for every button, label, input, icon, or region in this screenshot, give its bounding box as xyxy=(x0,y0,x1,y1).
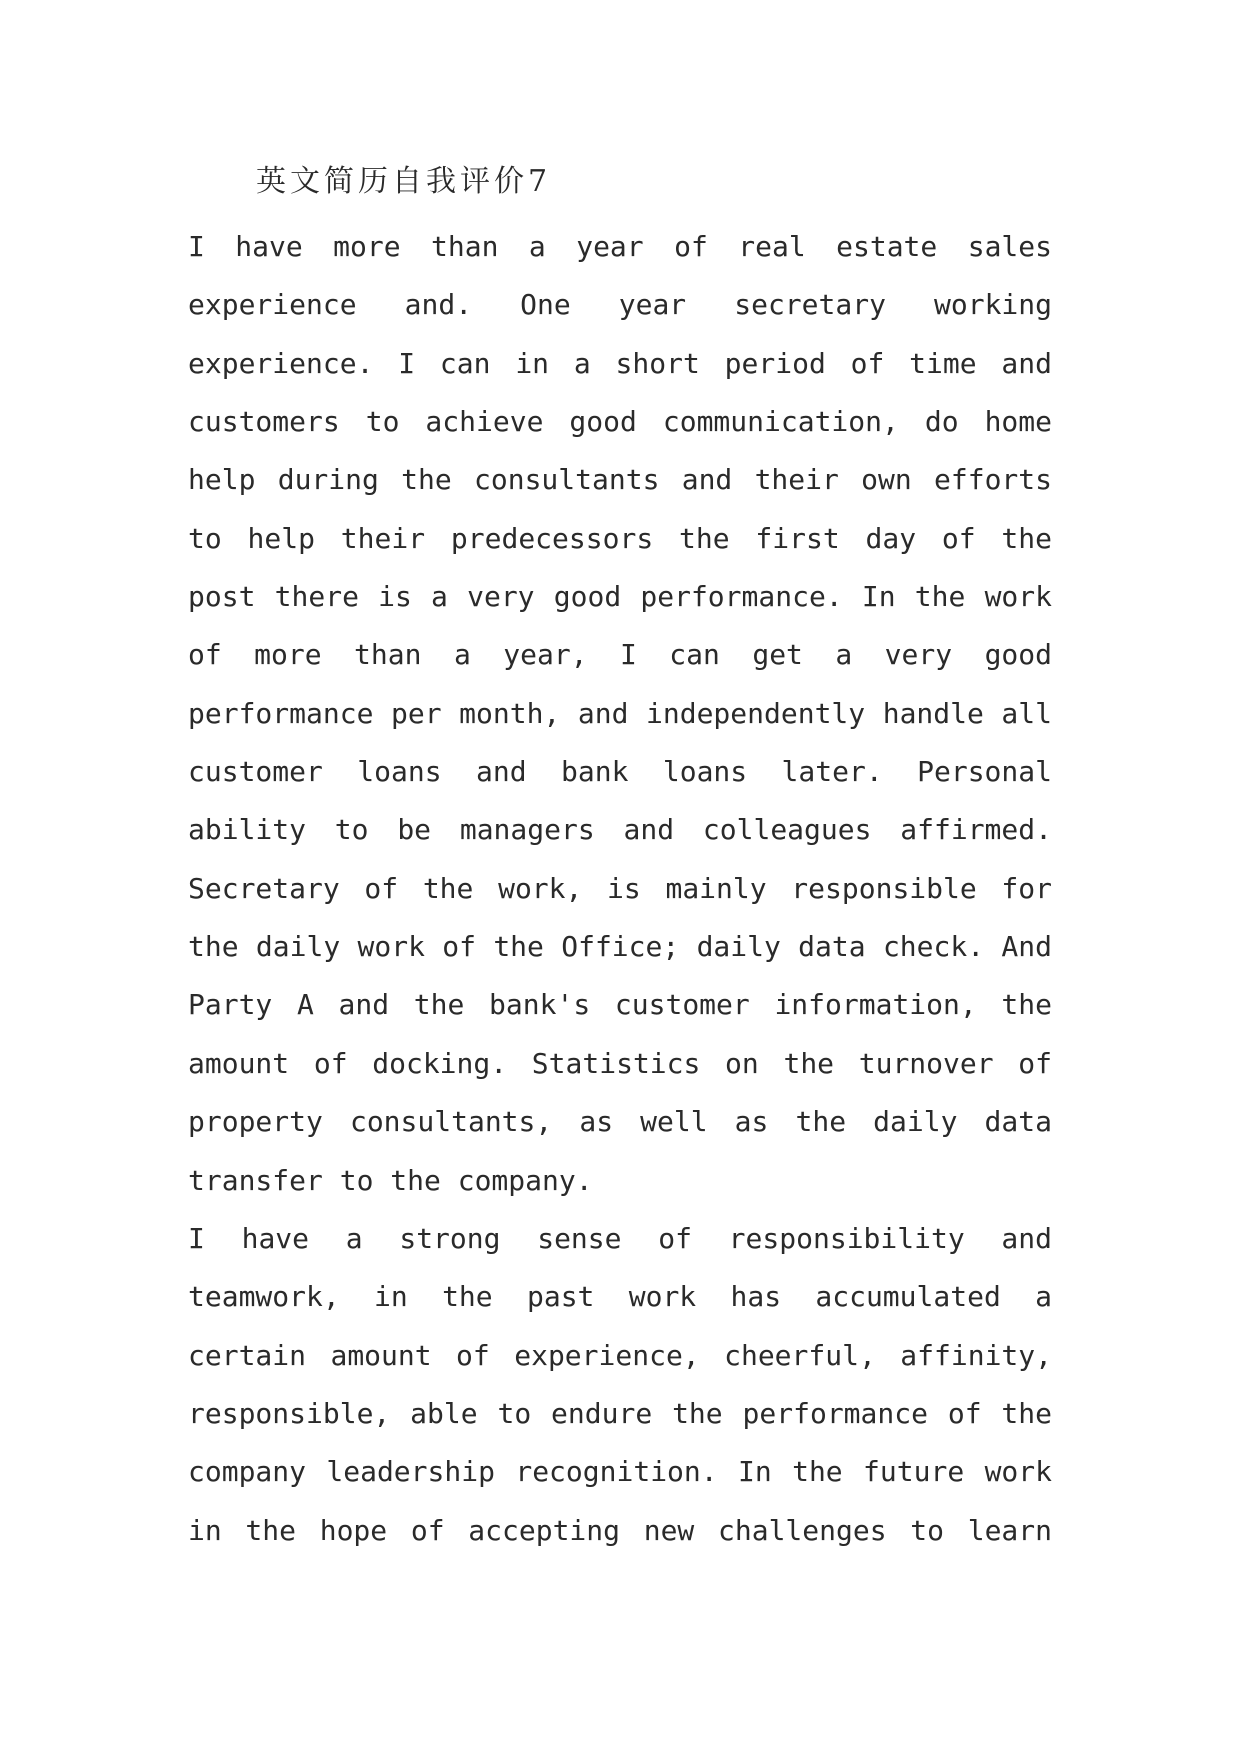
paragraph-line: customers to achieve good communication, do home xyxy=(188,405,1052,439)
paragraph-line: amount of docking. Statistics on the turnover of xyxy=(188,1046,1052,1080)
paragraph-line: customer loans and bank loans later. Personal xyxy=(188,755,1052,789)
paragraph-line: in the hope of accepting new challenges to learn xyxy=(188,1513,1052,1547)
paragraph-line: company leadership recognition. In the future work xyxy=(188,1455,1052,1489)
paragraph xyxy=(188,222,1052,1214)
paragraph-line: transfer to the company. xyxy=(188,1163,593,1197)
paragraph-line: help during the consultants and their own efforts xyxy=(188,463,1052,497)
paragraph-line: property consultants, as well as the daily data xyxy=(188,1105,1052,1139)
paragraph-line: responsible, able to endure the performance of the xyxy=(188,1396,1052,1430)
document-body xyxy=(188,222,1052,1564)
paragraph-line: I have a strong sense of responsibility and xyxy=(188,1221,1052,1255)
document-title: 英文简历自我评价7 xyxy=(256,164,552,199)
paragraph-line: teamwork, in the past work has accumulated a xyxy=(188,1280,1052,1314)
paragraph-line: experience. I can in a short period of time and xyxy=(188,346,1052,380)
paragraph-line: performance per month, and independently handle all xyxy=(188,696,1052,730)
paragraph-line: experience and. One year secretary working xyxy=(188,288,1052,322)
paragraph-line: certain amount of experience, cheerful, affinity, xyxy=(188,1338,1052,1372)
paragraph-line: the daily work of the Office; daily data check. And xyxy=(188,930,1052,964)
paragraph-line: ability to be managers and colleagues affirmed. xyxy=(188,813,1052,847)
paragraph-line: I have more than a year of real estate sales xyxy=(188,230,1052,263)
paragraph-line: Party A and the bank's customer information, the xyxy=(188,988,1052,1022)
paragraph-line: of more than a year, I can get a very good xyxy=(188,638,1052,672)
paragraph xyxy=(188,1214,1052,1564)
paragraph-line: to help their predecessors the first day of the xyxy=(188,521,1052,555)
paragraph-line: Secretary of the work, is mainly responsible for xyxy=(188,871,1052,905)
paragraph-line: post there is a very good performance. In the work xyxy=(188,580,1052,614)
